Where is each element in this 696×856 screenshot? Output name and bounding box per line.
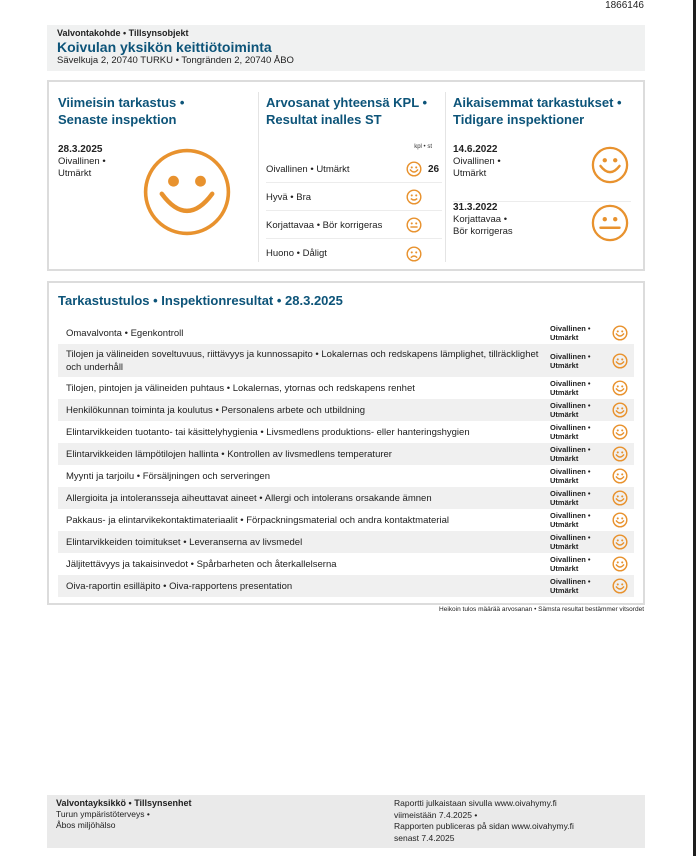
previous-heading-line1: Aikaisemmat tarkastukset • [453,95,622,110]
document-id: 1866146 [605,0,644,11]
previous-grade-line1: Korjattavaa • [453,214,508,225]
result-grade: Oivallinen • Utmärkt [550,445,591,463]
table-row [58,575,634,597]
result-category: Tilojen ja välineiden soveltuvuus, riittävyys ja kunnossapito • Lokalernas och redskapens lämplighet, tillräcklighet och underhåll [66,348,539,373]
totals-row-label: Huono • Dåligt [266,248,327,259]
table-row [58,322,634,344]
smiley-excellent-icon [612,446,628,462]
result-grade: Oivallinen • Utmärkt [550,379,591,397]
target-kicker: Valvontakohde • Tillsynsobjekt [57,28,189,38]
result-category: Henkilökunnan toiminta ja koulutus • Personalens arbete och utbildning [66,404,366,416]
smiley-excellent-icon [612,325,628,341]
result-grade: Oivallinen • Utmärkt [550,351,591,370]
smiley-excellent-icon [612,402,628,418]
latest-date: 28.3.2025 [58,144,103,155]
latest-meta [58,144,128,180]
result-category: Elintarvikkeiden lämpötilojen hallinta • Kontrollen av livsmedlens temperaturer [66,448,392,460]
previous-grade-line2: Utmärkt [453,168,487,179]
result-category: Myynti ja tarjoilu • Försäljningen och serveringen [66,470,270,482]
totals-row-excellent [266,156,442,183]
pub-line3: Rapporten publiceras på sidan www.oivahymy.fi [394,821,574,831]
inspection-target-header [47,25,645,71]
previous-inspections-section [445,92,635,262]
previous-grade-line2: Bör korrigeras [453,226,513,237]
smiley-excellent-icon [406,161,422,177]
result-grade: Oivallinen • Utmärkt [550,401,591,419]
result-grade: Oivallinen • Utmärkt [550,511,591,529]
face-neutral-icon [591,204,629,242]
smiley-excellent-icon [612,578,628,594]
previous-heading [453,94,635,128]
results-heading: Tarkastustulos • Inspektionresultat • 28.3.2025 [58,293,343,308]
pub-line2: viimeistään 7.4.2025 • [394,809,478,820]
table-row [58,465,634,487]
totals-row-poor [266,240,442,267]
count-unit-label: kpl • st [414,144,432,150]
result-grade: Oivallinen • Utmärkt [550,533,591,551]
latest-heading-line2: Senaste inspektion [58,112,177,127]
result-category: Elintarvikkeiden tuotanto- tai käsittelyhygienia • Livsmedlens produktions- eller hanteringshygien [66,426,470,438]
result-grade: Oivallinen • Utmärkt [550,489,591,507]
results-table [58,322,634,597]
previous-heading-line2: Tidigare inspektioner [453,112,585,127]
smiley-excellent-icon [612,556,628,572]
inspection-results-panel [47,281,645,605]
result-category: Jäljitettävyys ja takaisinvedot • Spårbarheten och återkallelserna [66,558,337,570]
previous-inspection-meta [453,144,501,180]
latest-heading [58,94,246,128]
pub-line1: Raportti julkaistaan sivulla www.oivahymy.fi [394,798,557,808]
table-row [58,377,634,399]
unit-line1: Turun ympäristöterveys • [56,809,150,819]
supervising-unit [56,798,192,831]
grade-totals-section [258,92,438,262]
smiley-excellent-icon [612,490,628,506]
target-address: Sävelkuja 2, 20740 TURKU • Tongränden 2, 20740 ÅBO [57,55,294,66]
table-row [58,399,634,421]
previous-date: 31.3.2022 [453,202,498,213]
smiley-excellent-icon [612,534,628,550]
unit-line2: Åbos miljöhälso [56,820,116,830]
totals-row-count: 26 [428,163,440,175]
face-neutral-icon [406,217,422,233]
result-grade: Oivallinen • Utmärkt [550,577,591,595]
result-grade: Oivallinen • Utmärkt [550,423,591,441]
totals-row-label: Korjattavaa • Bör korrigeras [266,219,383,231]
latest-heading-line1: Viimeisin tarkastus • [58,95,185,110]
table-row [58,443,634,465]
smiley-excellent-icon [612,380,628,396]
publication-note [394,798,634,844]
latest-grade-line2: Utmärkt [58,168,92,179]
smiley-excellent-icon [612,353,628,369]
result-category: Omavalvonta • Egenkontroll [66,327,184,339]
result-grade: Oivallinen • Utmärkt [550,467,591,485]
result-grade: Oivallinen • Utmärkt [550,324,591,342]
totals-heading-line2: Resultat inalles ST [266,112,382,127]
previous-inspection-item [453,202,633,260]
result-category: Pakkaus- ja elintarvikekontaktimateriaalit • Förpackningsmaterial och andra kontaktmaterial [66,514,449,526]
smiley-excellent-icon [142,147,232,237]
totals-row-label: Hyvä • Bra [266,191,312,203]
previous-inspection-item [453,144,633,202]
table-row [58,344,634,377]
pub-line4: senast 7.4.2025 [394,832,455,843]
report-footer [47,795,645,848]
result-grade: Oivallinen • Utmärkt [550,555,591,573]
grading-footnote: Heikoin tulos määrää arvosanan • Sämsta resultat bestämmer vitsordet [439,606,644,613]
previous-grade-line1: Oivallinen • [453,156,501,167]
table-row [58,531,634,553]
table-row [58,487,634,509]
result-category: Allergioita ja intoleransseja aiheuttavat aineet • Allergi och intolerans orsakande ämnen [66,492,432,504]
smiley-excellent-icon [612,512,628,528]
latest-inspection-section [58,94,246,179]
totals-row-needs-correction [266,212,442,239]
result-category: Oiva-raportin esilläpito • Oiva-rapportens presentation [66,580,293,592]
smiley-good-icon [406,189,422,205]
latest-grade-line1: Oivallinen • [58,156,106,167]
smiley-excellent-icon [612,424,628,440]
result-category: Elintarvikkeiden toimitukset • Leveranserna av livsmedel [66,536,303,548]
result-category: Tilojen, pintojen ja välineiden puhtaus • Lokalernas, ytornas och redskapens renhet [66,382,415,394]
totals-heading-line1: Arvosanat yhteensä KPL • [266,95,428,110]
previous-inspection-meta [453,202,513,238]
target-title: Koivulan yksikön keittiötoiminta [57,39,272,55]
summary-panel [47,80,645,271]
table-row [58,509,634,531]
totals-heading [266,94,438,128]
table-row [58,421,634,443]
face-sad-icon [406,246,422,262]
unit-heading: Valvontayksikkö • Tillsynsenhet [56,798,192,808]
totals-row-label: Oivallinen • Utmärkt [266,163,350,175]
smiley-excellent-icon [612,468,628,484]
table-row [58,553,634,575]
totals-row-good [266,184,442,211]
smiley-excellent-icon [591,146,629,184]
previous-date: 14.6.2022 [453,144,498,155]
